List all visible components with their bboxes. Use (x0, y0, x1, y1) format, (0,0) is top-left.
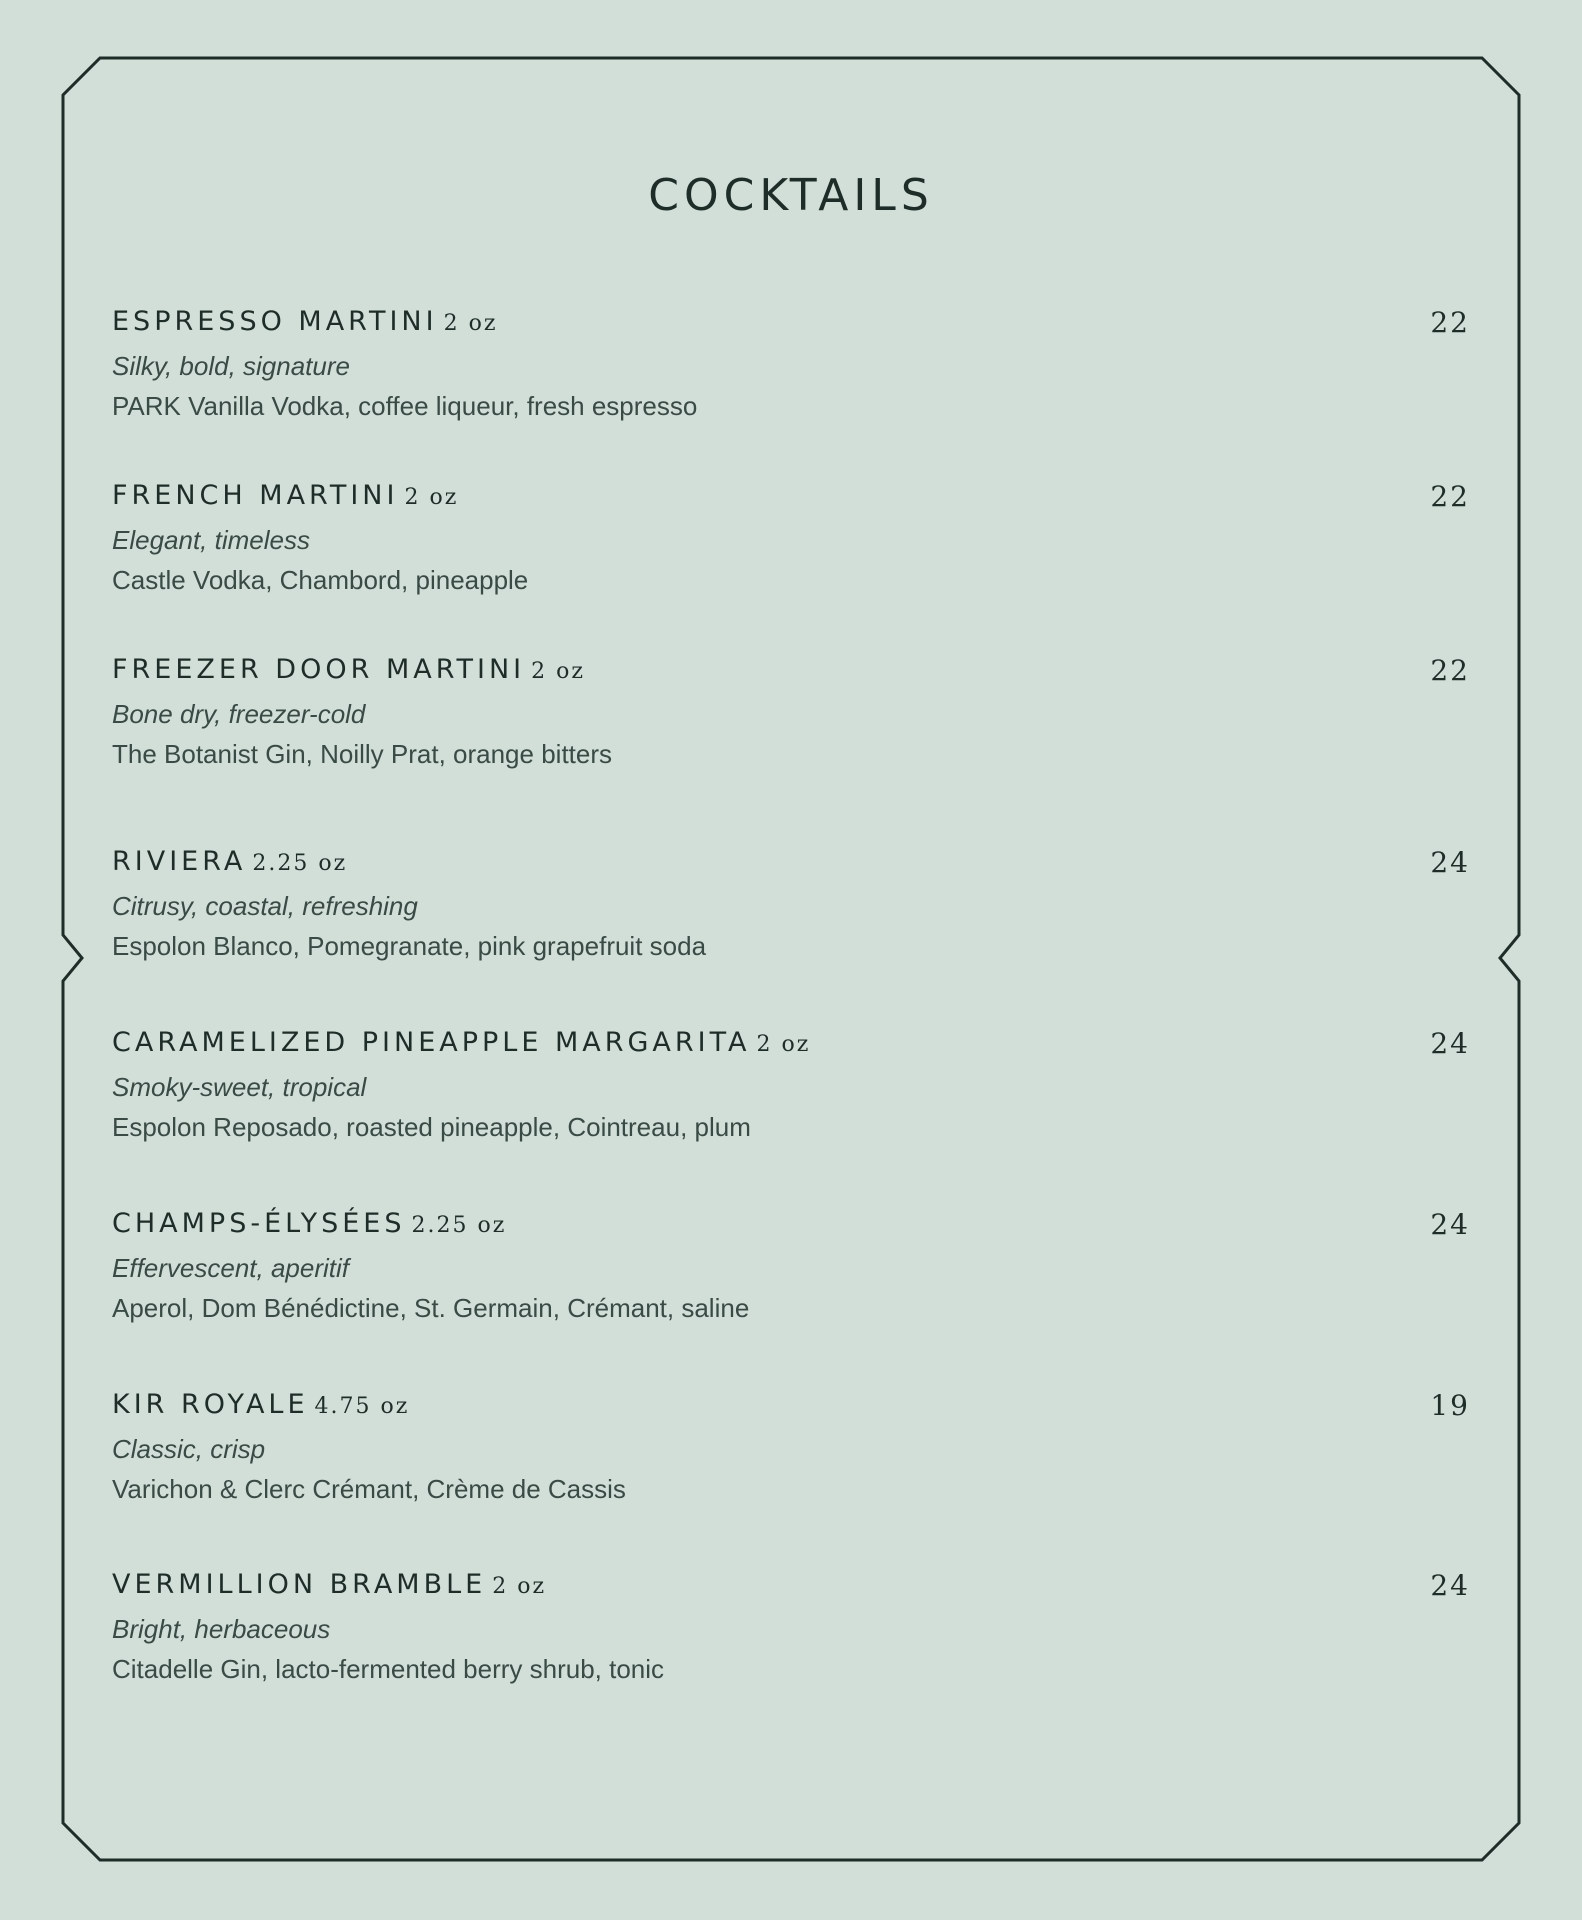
menu-title: COCKTAILS (648, 170, 934, 221)
item-tagline: Silky, bold, signature (112, 351, 350, 381)
item-ingredients: Espolon Blanco, Pomegranate, pink grapefruit soda (112, 931, 707, 961)
item-name: ESPRESSO MARTINI (112, 306, 438, 337)
item-ingredients: The Botanist Gin, Noilly Prat, orange bitters (112, 739, 613, 769)
item-name: VERMILLION BRAMBLE (112, 1569, 487, 1600)
menu-item-french-martini (112, 480, 1470, 620)
item-header (112, 1208, 1470, 1248)
item-name: FREEZER DOOR MARTINI (112, 654, 526, 685)
menu-item-espresso-martini (112, 306, 1470, 446)
item-ingredients: Aperol, Dom Bénédictine, St. Germain, Crémant, saline (112, 1293, 750, 1323)
item-volume: 2 oz (492, 1574, 547, 1599)
item-price: 24 (1430, 1208, 1470, 1241)
item-price: 24 (1430, 1027, 1470, 1060)
item-tagline: Bright, herbaceous (112, 1614, 331, 1644)
item-volume: 2 oz (404, 485, 459, 510)
item-tagline: Smoky-sweet, tropical (112, 1072, 367, 1102)
item-tagline: Bone dry, freezer-cold (112, 699, 366, 729)
item-name: FRENCH MARTINI (112, 480, 399, 511)
item-tagline: Elegant, timeless (112, 525, 310, 555)
menu-item-champs-elysees (112, 1208, 1470, 1348)
item-header (112, 654, 1470, 694)
item-ingredients: PARK Vanilla Vodka, coffee liqueur, fresh espresso (112, 391, 698, 421)
menu-item-riviera (112, 846, 1470, 986)
item-price: 24 (1430, 1569, 1470, 1602)
item-volume: 2 oz (443, 311, 498, 336)
item-ingredients: Varichon & Clerc Crémant, Crème de Cassis (112, 1474, 626, 1504)
item-name: CARAMELIZED PINEAPPLE MARGARITA (112, 1027, 751, 1058)
item-tagline: Classic, crisp (112, 1434, 266, 1464)
menu-item-kir-royale (112, 1389, 1470, 1529)
item-price: 22 (1430, 480, 1470, 513)
item-ingredients: Castle Vodka, Chambord, pineapple (112, 565, 529, 595)
item-volume: 2.25 oz (411, 1213, 507, 1238)
item-price: 24 (1430, 846, 1470, 879)
item-header (112, 480, 1470, 520)
item-header (112, 306, 1470, 346)
item-header (112, 846, 1470, 886)
item-volume: 2.25 oz (252, 851, 348, 876)
item-header (112, 1027, 1470, 1067)
menu-item-vermillion-bramble (112, 1569, 1470, 1709)
item-name: CHAMPS-ÉLYSÉES (112, 1208, 406, 1239)
menu-item-freezer-door-martini (112, 654, 1470, 794)
item-header (112, 1389, 1470, 1429)
item-tagline: Citrusy, coastal, refreshing (112, 891, 418, 921)
item-tagline: Effervescent, aperitif (112, 1253, 349, 1283)
item-price: 22 (1430, 306, 1470, 339)
item-price: 22 (1430, 654, 1470, 687)
item-name: KIR ROYALE (112, 1389, 309, 1420)
item-volume: 2 oz (531, 659, 585, 684)
item-ingredients: Espolon Reposado, roasted pineapple, Cointreau, plum (112, 1112, 751, 1142)
item-volume: 2 oz (756, 1032, 811, 1057)
item-header (112, 1569, 1470, 1609)
item-volume: 4.75 oz (314, 1394, 410, 1419)
item-price: 19 (1430, 1389, 1470, 1422)
item-ingredients: Citadelle Gin, lacto-fermented berry shrub, tonic (112, 1654, 665, 1684)
item-name: RIVIERA (112, 846, 247, 877)
menu-item-caramelized-pineapple-margarita (112, 1027, 1470, 1167)
